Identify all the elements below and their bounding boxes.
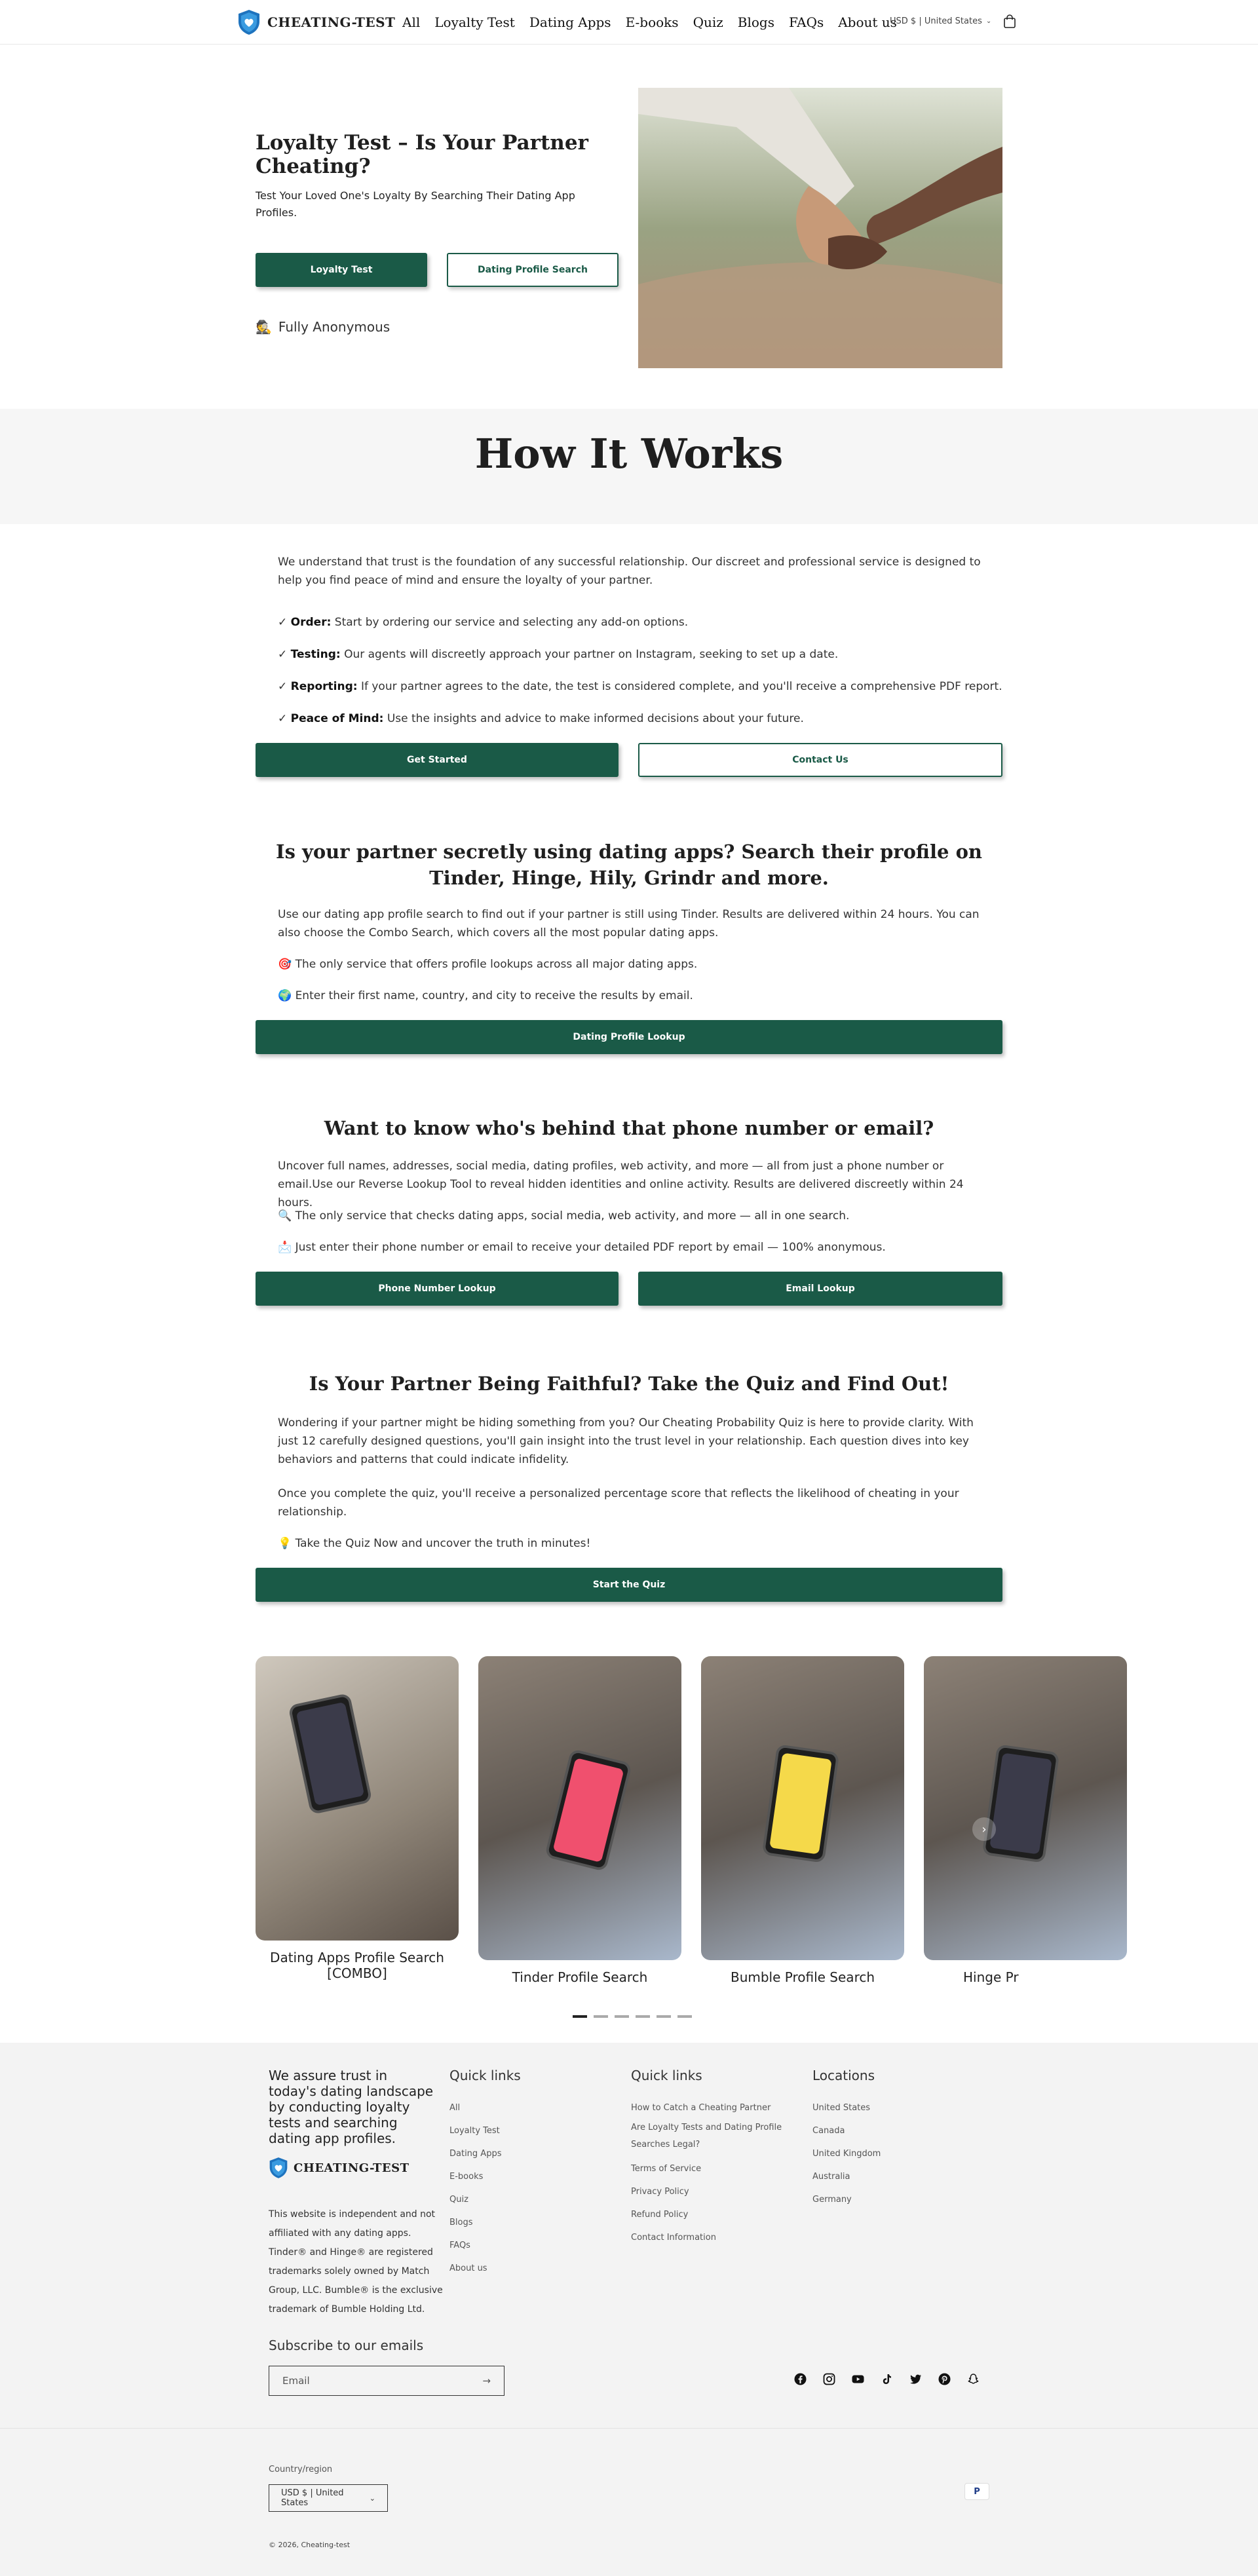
country-value: USD $ | United States — [281, 2488, 344, 2508]
product-title: Hinge Pr — [963, 1969, 1019, 1985]
youtube-icon[interactable] — [852, 2373, 864, 2385]
footer-link[interactable]: Australia — [812, 2172, 850, 2182]
dating-point-1: 🎯 The only service that offers profile lookups across all major dating apps. — [278, 958, 698, 971]
quiz-point: 💡 Take the Quiz Now and uncover the truth in minutes! — [278, 1537, 591, 1550]
instagram-icon[interactable] — [823, 2373, 835, 2385]
product-title: Tinder Profile Search — [512, 1969, 648, 1985]
chevron-down-icon: ⌄ — [369, 2493, 375, 2503]
how-intro: We understand that trust is the foundation of any successful relationship. Our discreet and professional service is designed to help you find peace of mind and ensure the loyalty of your partner. — [278, 556, 981, 587]
subscribe-title: Subscribe to our emails — [269, 2338, 424, 2353]
phone-point-2: 📩 Just enter their phone number or email to receive your detailed PDF report by email — 100% anonymous. — [278, 1241, 886, 1254]
dating-section-title: Is your partner secretly using dating apps? Search their profile on Tinder, Hinge, Hily, Grindr and more. — [276, 841, 982, 889]
hero-title: Loyalty Test – Is Your Partner Cheating? — [256, 131, 588, 178]
step-label: Order: — [290, 616, 332, 629]
loyalty-test-button[interactable]: Loyalty Test — [256, 253, 427, 287]
shield-logo-icon — [269, 2157, 288, 2179]
step-testing — [278, 648, 838, 661]
site-logo[interactable] — [237, 9, 395, 35]
step-text: If your partner agrees to the date, the test is considered complete, and you'll receive a comprehensive PDF report. — [357, 680, 1002, 693]
pinterest-icon[interactable] — [938, 2373, 951, 2385]
chevron-down-icon: ⌄ — [985, 18, 992, 25]
anonymous-text: Fully Anonymous — [278, 319, 391, 335]
nav-faqs[interactable]: FAQs — [788, 14, 824, 30]
footer-link[interactable]: All — [449, 2103, 461, 2113]
paypal-mark: P — [974, 2486, 980, 2497]
product-carousel — [256, 1656, 1019, 1997]
footer-col1-links — [449, 2096, 501, 2280]
copyright: © 2026, Cheating-test — [269, 2541, 351, 2549]
footer-link[interactable]: Canada — [812, 2126, 845, 2136]
footer-link[interactable]: Loyalty Test — [449, 2126, 500, 2136]
carousel-dot[interactable] — [615, 2015, 629, 2018]
site-header — [0, 0, 1258, 45]
footer-col3-links — [812, 2096, 881, 2211]
footer-link[interactable]: Terms of Service — [631, 2164, 702, 2174]
footer-link[interactable]: Are Loyalty Tests and Dating Profile Searches Legal? — [631, 2123, 782, 2150]
carousel-dot[interactable] — [636, 2015, 650, 2018]
footer-link[interactable]: Dating Apps — [449, 2149, 502, 2159]
product-card-tinder[interactable] — [478, 1656, 681, 1985]
footer-link[interactable]: About us — [449, 2263, 487, 2273]
dating-profile-lookup-button[interactable]: Dating Profile Lookup — [256, 1020, 1002, 1054]
email-lookup-button[interactable]: Email Lookup — [638, 1272, 1002, 1306]
check-icon: ✓ — [278, 680, 288, 693]
phone-illustration — [288, 1693, 372, 1815]
logo-text: CHEATING-TEST — [267, 14, 396, 30]
carousel-dot[interactable] — [573, 2015, 587, 2018]
arrow-right-icon[interactable]: → — [482, 2375, 491, 2387]
footer-link[interactable]: Blogs — [449, 2218, 473, 2227]
carousel-dot[interactable] — [594, 2015, 608, 2018]
hero-image — [638, 88, 1002, 368]
product-image — [478, 1656, 681, 1960]
step-label: Reporting: — [290, 680, 358, 693]
paypal-icon — [964, 2483, 989, 2500]
detective-icon: 🕵️ — [256, 319, 272, 335]
check-icon: ✓ — [278, 616, 288, 629]
footer-col2-title: Quick links — [631, 2068, 702, 2083]
footer-link[interactable]: United Kingdom — [812, 2149, 881, 2159]
footer-link[interactable]: Contact Information — [631, 2233, 716, 2243]
snapchat-icon[interactable] — [967, 2373, 980, 2385]
step-label: Peace of Mind: — [290, 712, 384, 725]
quiz-text-2: Once you complete the quiz, you'll receive a personalized percentage score that reflects the likelihood of cheating in your relationship. — [278, 1487, 959, 1519]
phone-number-lookup-button[interactable]: Phone Number Lookup — [256, 1272, 619, 1306]
phone-illustration — [762, 1744, 840, 1863]
phone-section-title: Want to know who's behind that phone number or email? — [324, 1117, 934, 1139]
footer-link[interactable]: Quiz — [449, 2195, 468, 2205]
footer-link[interactable]: How to Catch a Cheating Partner — [631, 2103, 771, 2113]
country-label: Country/region — [269, 2465, 333, 2474]
chevron-right-icon: › — [982, 1822, 987, 1836]
hero-subtitle: Test Your Loved One's Loyalty By Searching Their Dating App Profiles. — [256, 189, 575, 219]
footer-col3-title: Locations — [812, 2068, 875, 2083]
currency-selector[interactable] — [890, 16, 991, 26]
footer-link[interactable]: FAQs — [449, 2241, 470, 2250]
product-card-combo[interactable] — [256, 1656, 459, 1981]
footer-col1-title: Quick links — [449, 2068, 521, 2083]
footer-link[interactable]: Germany — [812, 2195, 852, 2205]
carousel-dot[interactable] — [657, 2015, 671, 2018]
product-image — [924, 1656, 1127, 1960]
product-image — [256, 1656, 459, 1941]
check-icon: ✓ — [278, 712, 288, 725]
check-icon: ✓ — [278, 648, 288, 661]
footer-logo-text: CHEATING-TEST — [294, 2161, 410, 2175]
step-peace-of-mind — [278, 712, 804, 725]
footer-col2-links — [631, 2096, 795, 2249]
facebook-icon[interactable] — [794, 2373, 807, 2385]
start-quiz-button[interactable]: Start the Quiz — [256, 1568, 1002, 1602]
product-title: Bumble Profile Search — [730, 1969, 875, 1985]
footer-disclaimer: This website is independent and not affiliated with any dating apps. Tinder® and Hinge® are registered trademarks solely owned by Match Group, LLC. Bumble® is the exclusive trademark of Bumble Holding Ltd. — [269, 2209, 443, 2315]
main-nav — [402, 14, 897, 30]
nav-blogs[interactable]: Blogs — [737, 14, 774, 30]
product-card-hinge[interactable] — [924, 1656, 1127, 1985]
nav-quiz[interactable]: Quiz — [693, 14, 723, 30]
step-reporting — [278, 680, 1002, 693]
step-order — [278, 616, 688, 629]
anonymous-badge — [256, 319, 390, 335]
site-footer — [0, 2043, 1258, 2576]
social-links — [794, 2373, 980, 2385]
step-text: Use the insights and advice to make informed decisions about your future. — [383, 712, 804, 725]
footer-logo[interactable] — [269, 2157, 410, 2179]
product-title: Dating Apps Profile Search [COMBO] — [270, 1950, 444, 1981]
email-input[interactable] — [269, 2366, 505, 2396]
nav-loyalty-test[interactable]: Loyalty Test — [434, 14, 515, 30]
step-text: Start by ordering our service and selecting any add-on options. — [331, 616, 689, 629]
carousel-dots — [573, 2015, 692, 2018]
step-text: Our agents will discreetly approach your partner on Instagram, seeking to set up a date. — [340, 648, 839, 661]
get-started-button[interactable]: Get Started — [256, 743, 619, 777]
nav-e-books[interactable]: E-books — [625, 14, 679, 30]
footer-tagline: We assure trust in today's dating landscape by conducting loyalty tests and searching dating app profiles. — [269, 2068, 434, 2146]
currency-value: USD $ | United States — [890, 16, 982, 26]
dating-point-2: 🌍 Enter their first name, country, and city to receive the results by email. — [278, 989, 693, 1002]
quiz-section-title: Is Your Partner Being Faithful? Take the Quiz and Find Out! — [309, 1373, 949, 1395]
footer-divider — [0, 2428, 1258, 2429]
phone-point-1: 🔍 The only service that checks dating apps, social media, web activity, and more — all in one search. — [278, 1209, 850, 1222]
country-selector[interactable] — [269, 2484, 388, 2512]
footer-link[interactable]: E-books — [449, 2172, 484, 2182]
how-it-works-title: How It Works — [474, 430, 784, 478]
quiz-text-1: Wondering if your partner might be hiding something from you? Our Cheating Probability Quiz is here to provide clarity. With just 12 carefully designed questions, you'll gain insight into the trust level in your relationship. Each question dives into key behaviors and patterns that could indicate infidelity. — [278, 1416, 974, 1466]
phone-text: Uncover full names, addresses, social media, dating profiles, web activity, and more — all from just a phone number or email.Use our Reverse Lookup Tool to reveal hidden identities and online activity. Results are delivered discreetly within 24 hours. — [278, 1160, 964, 1209]
twitter-icon[interactable] — [909, 2373, 922, 2385]
dating-text: Use our dating app profile search to find out if your partner is still using Tinder. Results are delivered within 24 hours. You can also choose the Combo Search, which covers all the most popular dating apps. — [278, 908, 980, 939]
holding-hands-illustration — [638, 88, 1002, 368]
contact-us-button[interactable]: Contact Us — [638, 743, 1002, 777]
cart-icon[interactable] — [1002, 14, 1017, 29]
nav-all[interactable]: All — [402, 14, 421, 30]
nav-dating-apps[interactable]: Dating Apps — [529, 14, 611, 30]
product-image — [701, 1656, 904, 1960]
footer-link[interactable]: Refund Policy — [631, 2210, 689, 2220]
email-placeholder: Email — [282, 2375, 310, 2387]
tiktok-icon[interactable] — [881, 2373, 893, 2385]
step-label: Testing: — [290, 648, 341, 661]
carousel-dot[interactable] — [677, 2015, 692, 2018]
nav-about-us[interactable]: About us — [838, 14, 897, 30]
carousel-next-button[interactable] — [972, 1817, 996, 1841]
phone-illustration — [982, 1744, 1060, 1863]
dating-profile-search-button[interactable]: Dating Profile Search — [447, 253, 619, 287]
phone-illustration — [544, 1749, 632, 1872]
product-card-bumble[interactable] — [701, 1656, 904, 1985]
footer-link[interactable]: Privacy Policy — [631, 2187, 689, 2197]
footer-link[interactable]: United States — [812, 2103, 871, 2113]
shield-logo-icon — [237, 9, 261, 35]
